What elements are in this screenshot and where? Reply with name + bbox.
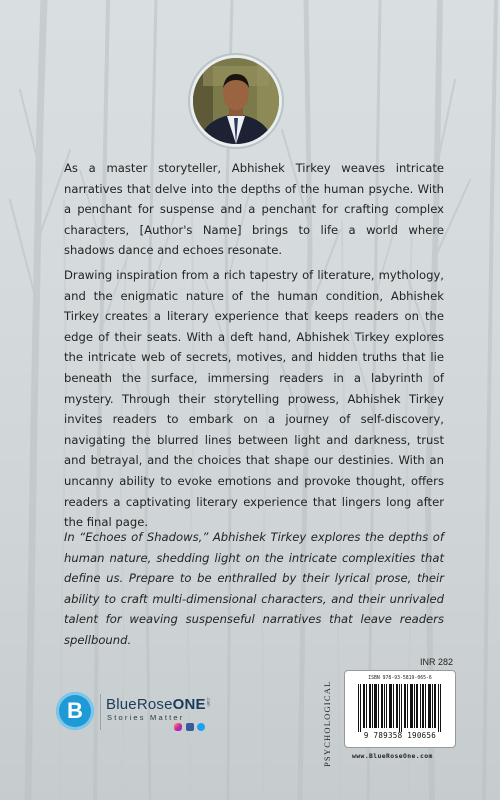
publisher-name-part2: ONE	[172, 696, 206, 713]
bio-paragraph-1: As a master storyteller, Abhishek Tirkey weaves intricate narratives that delve into the depths of the human psyche. With a penchant for suspense and a penchant for crafting complex characters, [Author's Name] brings to life a world where shadows dance and echoes resonate.	[64, 161, 444, 258]
publisher-website: www.BlueRoseOne.com	[352, 752, 433, 760]
publisher-logo	[56, 690, 214, 734]
social-icons	[174, 723, 206, 731]
twitter-icon	[197, 723, 205, 731]
instagram-icon	[174, 723, 182, 731]
publisher-name	[106, 696, 206, 713]
author-photo	[190, 55, 282, 147]
publisher-name-part1: BlueRose	[106, 696, 173, 713]
facebook-icon	[186, 723, 194, 731]
isbn-text: ISBN 978-93-5819-065-6	[368, 676, 432, 681]
logo-divider	[100, 694, 101, 730]
publisher-logo-icon	[56, 692, 94, 730]
publisher-tagline: Stories Matter	[107, 713, 185, 722]
publisher-name-suffix: .com	[206, 697, 211, 707]
isbn-digits: 9 789358 190656	[363, 731, 437, 740]
barcode-bars	[358, 684, 442, 732]
bio-paragraph-3: In “Echoes of Shadows,” Abhishek Tirkey explores the depths of human nature, shedding light on the intricate complexities that define us. Prepare to be enthralled by their lyrical prose, their ability to craft multi-dimensional characters, and their unrivaled talent for weaving suspenseful narratives that leave readers spellbound.	[64, 530, 444, 647]
genre-label: PSYCHOLOGICAL	[322, 680, 332, 767]
bio-paragraph-2: Drawing inspiration from a rich tapestry of literature, mythology, and the enigmatic nature of the human condition, Abhishek Tirkey creates a literary experience that keeps readers on the edge of their seats. With a deft hand, Abhishek Tirkey explores the intricate web of secrets, motives, and hidden truths that lie beneath the surface, immersing readers in a labyrinth of mystery. Through their storytelling prowess, Abhishek Tirkey invites readers to embark on a journey of self-discovery, navigating the blurred lines between light and darkness, trust and betrayal, and the choices that shape our destinies. With an uncanny ability to evoke emotions and provoke thought, offers readers a captivating literary experience that lingers long after the final page.	[64, 268, 444, 530]
price-label: INR 282	[420, 657, 454, 667]
isbn-barcode	[344, 670, 456, 748]
publisher-logo-letter: B	[67, 698, 83, 723]
